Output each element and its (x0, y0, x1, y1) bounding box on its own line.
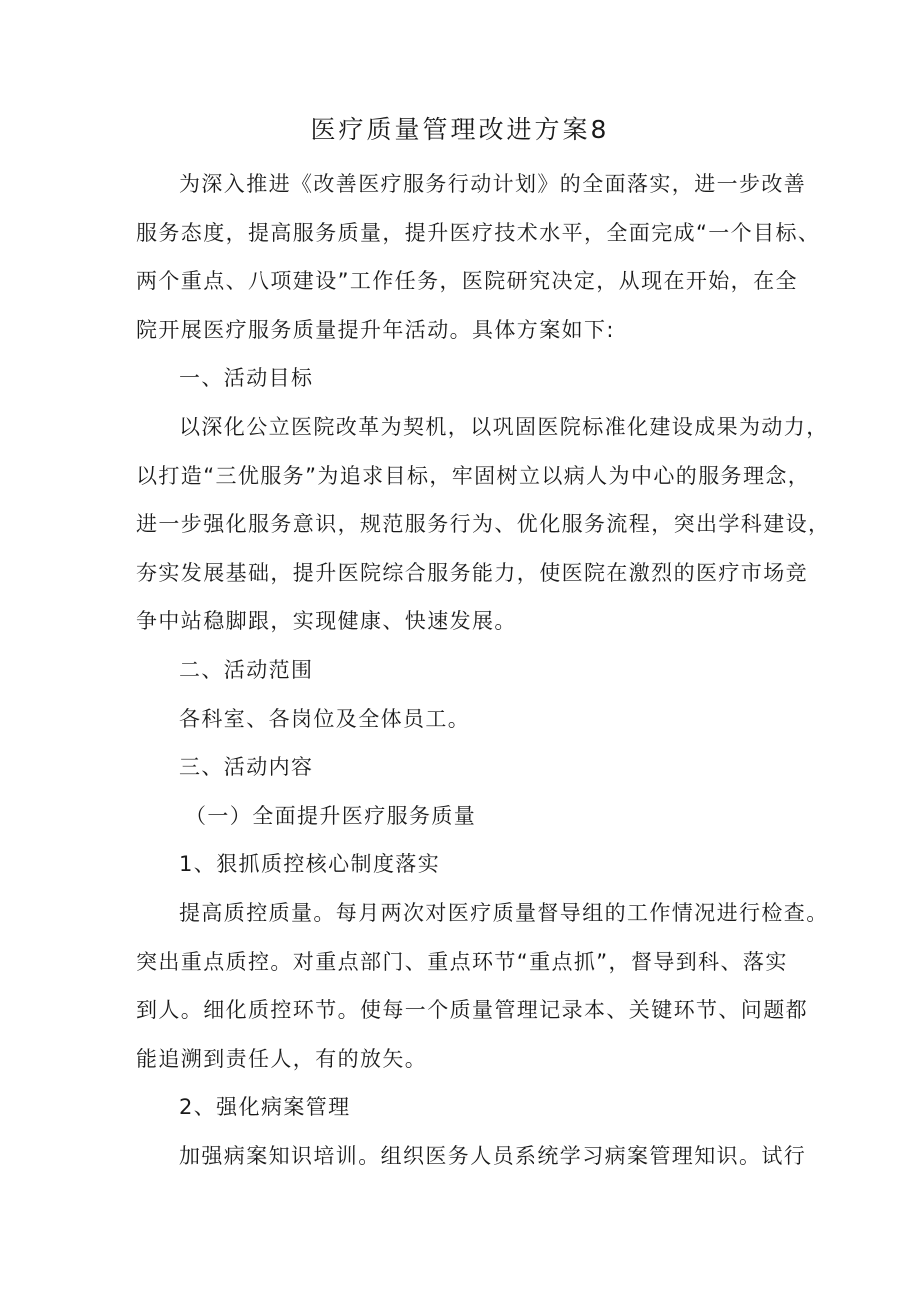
text-line: 以深化公立医院改革为契机，以巩固医院标准化建设成果为动力， (179, 414, 829, 439)
text-line: 夯实发展基础，提升医院综合服务能力，使医院在激烈的医疗市场竞 (136, 560, 808, 585)
text-line: 各科室、各岗位及全体员工。 (179, 706, 471, 731)
text-line: 服务态度，提高服务质量，提升医疗技术水平，全面完成“一个目标、 (136, 220, 821, 245)
text-line: 争中站稳脚跟，实现健康、快速发展。 (136, 609, 517, 634)
text-line: 2、强化病案管理 (179, 1095, 351, 1120)
text-line: 为深入推进《改善医疗服务行动计划》的全面落实，进一步改善 (179, 172, 807, 196)
text-line: 1、狠抓质控核心制度落实 (179, 852, 441, 877)
text-line: 突出重点质控。对重点部门、重点环节“重点抓”，督导到科、落实 (136, 949, 788, 974)
document-body (136, 160, 831, 1180)
text-line: 加强病案知识培训。组织医务人员系统学习病案管理知识。试行 (179, 1143, 807, 1168)
text-line: 二、活动范围 (179, 657, 314, 682)
text-line: 进一步强化服务意识，规范服务行为、优化服务流程，突出学科建设， (136, 512, 831, 537)
text-line: 两个重点、八项建设”工作任务，医院研究决定，从现在开始，在全 (136, 269, 798, 294)
text-line: 能追溯到责任人，有的放矢。 (136, 1046, 428, 1071)
text-line: 提高质控质量。每月两次对医疗质量督导组的工作情况进行检查。 (179, 900, 829, 925)
text-line: （一）全面提升医疗服务质量 (185, 803, 477, 828)
text-line: 到人。细化质控环节。使每一个质量管理记录本、关键环节、问题都 (136, 998, 808, 1023)
document-title: 医疗质量管理改进方案8 (310, 115, 610, 144)
text-line: 院开展医疗服务质量提升年活动。具体方案如下: (136, 317, 615, 342)
text-line: 以打造“三优服务”为追求目标，牢固树立以病人为中心的服务理念， (136, 463, 811, 488)
text-line: 三、活动内容 (179, 755, 314, 780)
text-line: 一、活动目标 (179, 366, 314, 391)
